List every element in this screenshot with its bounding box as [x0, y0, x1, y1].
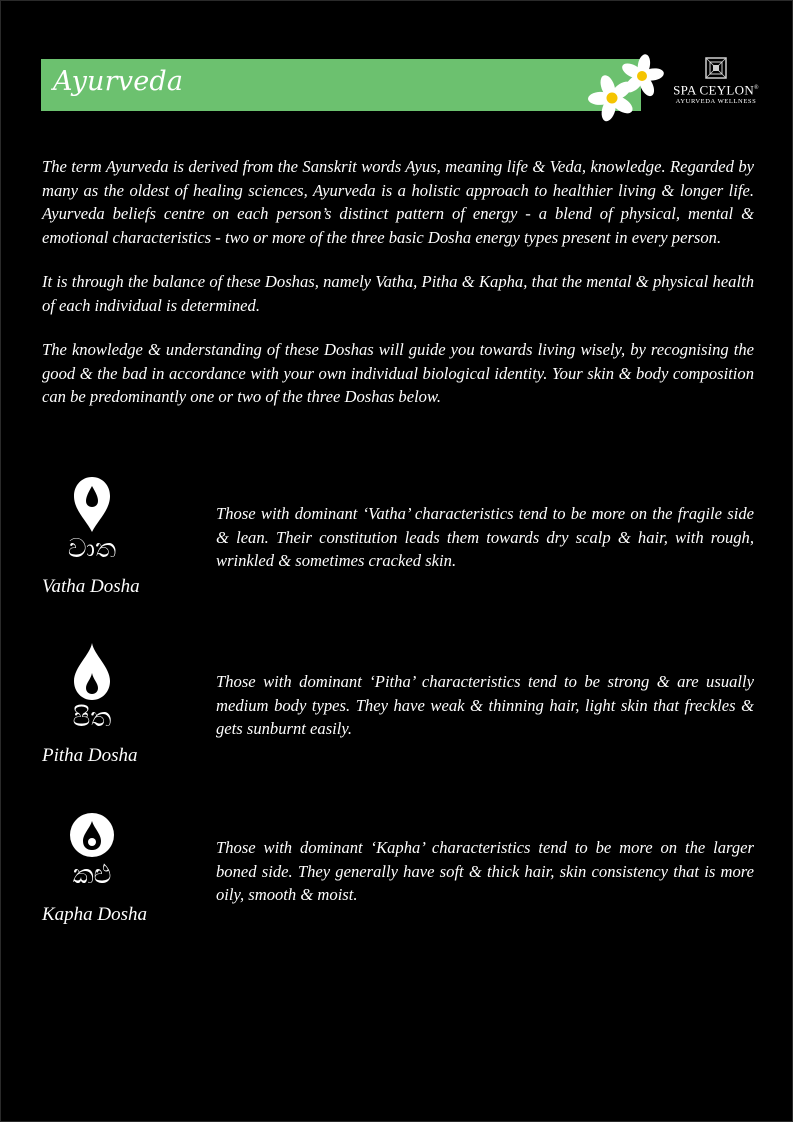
- vatha-drop-icon: [72, 476, 112, 532]
- brand-subtitle: AYURVEDA WELLNESS: [675, 98, 757, 106]
- vatha-sinhala-text: වාත: [67, 534, 117, 564]
- kapha-circle-drop-icon: [69, 812, 115, 858]
- frangipani-flowers-icon: [584, 52, 670, 124]
- intro-paragraph: It is through the balance of these Doshas, namely Vatha, Pitha & Kapha, that the mental & physical health of each individual is determined.: [42, 272, 754, 315]
- brand-name: SPA CEYLON®: [673, 82, 759, 98]
- kapha-dosha-description: Those with dominant ‘Kapha’ characteristics tend to be more on the larger boned side. They generally have soft & thick hair, skin consistency that is more oily, smooth & moist.: [216, 838, 754, 904]
- kapha-sinhala-text: කළු: [72, 860, 112, 890]
- pitha-dosha-description: Those with dominant ‘Pitha’ characteristics tend to be strong & are usually medium body types. They have weak & thinning hair, light skin that freckles & gets sunburnt easily.: [216, 672, 754, 738]
- pitha-dosha-symbol: [62, 643, 122, 733]
- kapha-dosha-title: Kapha Dosha: [42, 904, 148, 925]
- spa-ceylon-emblem-icon: [705, 57, 727, 79]
- page-title: Ayurveda: [53, 66, 184, 97]
- kapha-dosha-symbol: [62, 812, 122, 890]
- intro-paragraph: The term Ayurveda is derived from the Sanskrit words Ayus, meaning life & Veda, knowledge. Regarded by many as the oldest of healing sciences, Ayurveda is a holistic approach to healthier living & longer life. Ayurveda beliefs centre on each person’s distinct pattern of energy - a blend of physical, mental & emotional characteristics - two or more of the three basic Dosha energy types present in every person.: [42, 157, 754, 247]
- pitha-dosha-title: Pitha Dosha: [42, 745, 138, 766]
- vatha-dosha-symbol: [62, 476, 122, 564]
- intro-paragraph: The knowledge & understanding of these Doshas will guide you towards living wisely, by recognising the good & the bad in accordance with your own individual biological identity. Your skin & body composition can be predominantly one or two of the three Doshas below.: [42, 340, 754, 406]
- intro-text: [42, 155, 754, 430]
- vatha-dosha-description: Those with dominant ‘Vatha’ characteristics tend to be more on the fragile side & lean. Their constitution leads them towards dry scalp & hair, with rough, wrinkled & sometimes cracked skin.: [216, 504, 754, 570]
- pitha-sinhala-text: පිත: [72, 703, 112, 733]
- vatha-dosha-title: Vatha Dosha: [42, 576, 140, 597]
- pitha-flame-icon: [72, 643, 112, 701]
- brand-logo: [670, 57, 762, 106]
